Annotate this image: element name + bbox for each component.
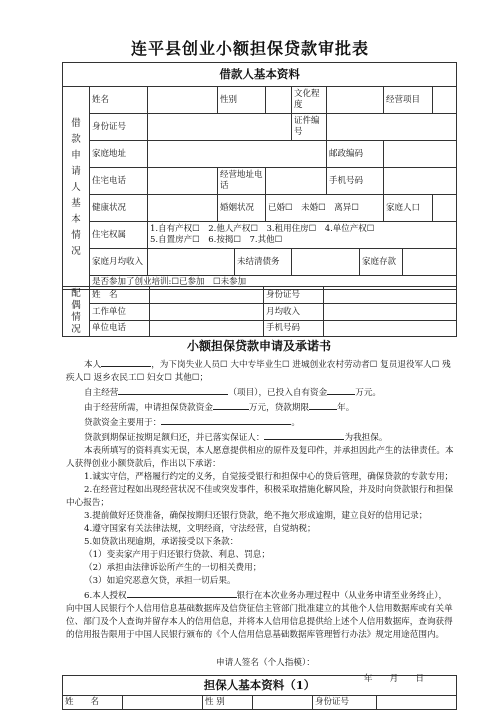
field-work-unit[interactable] [150, 304, 264, 321]
applicant-name-blank[interactable] [101, 357, 151, 367]
spouse-info-table [62, 286, 457, 337]
c5: 5.如贷款出现逾期，承诺接受以下条款： [84, 537, 239, 547]
label-housing: 住宅权属 [90, 222, 148, 249]
c4: 4.遵守国家有关法律法规，文明经商，守法经营，自觉纳税； [84, 524, 316, 534]
label-family-pop: 家庭人口 [384, 195, 433, 222]
field-name[interactable] [148, 87, 218, 114]
field-unit-phone[interactable] [150, 321, 264, 337]
c2: 2.在经营过程如出现经营状况不佳或突发事件，积极采取措施化解风险，并及时向贷款银行和担保中心报告； [66, 485, 454, 508]
date-label: 年 月 日 [363, 674, 424, 684]
c3: 3.提前做好还贷准备，确保按期归还银行贷款，绝不拖欠形成逾期，建立良好的信用记录； [84, 511, 428, 521]
label-gender: 性别 [218, 87, 266, 114]
label-education: 文化程度 [292, 87, 327, 114]
borrower-info-table [62, 62, 457, 290]
field-spouse-mobile[interactable] [324, 321, 457, 337]
guarantor-heading: 担保人基本资料（1） [63, 676, 457, 696]
c1: 1.诚实守信，严格履行约定的义务，自觉接受银行和担保中心的贷后管理，确保贷款的专款专用； [84, 472, 454, 482]
application-section [62, 336, 456, 356]
form-title: 连平县创业小额担保贷款审批表 [130, 39, 369, 58]
application-body [66, 357, 454, 642]
field-home-phone[interactable] [148, 168, 218, 195]
field-guarantor-id[interactable] [377, 696, 457, 710]
label-biz-addr-phone: 经营地址电话 [218, 168, 266, 195]
field-spouse-income[interactable] [324, 304, 457, 321]
field-biz-addr-phone[interactable] [266, 168, 327, 195]
housing-options[interactable] [148, 222, 457, 249]
bank-blank[interactable] [127, 588, 237, 598]
p4: 贷款资金主要用于： 。 [66, 415, 454, 430]
label-mobile: 手机号码 [327, 168, 384, 195]
spouse-side-label: 配偶情况 [63, 287, 90, 337]
field-id-no[interactable] [148, 114, 292, 141]
label-name: 姓名 [90, 87, 148, 114]
label-home-addr: 家庭地址 [90, 141, 148, 168]
label-id-no: 身份证号 [90, 114, 148, 141]
housing-options-line1: 1.自有产权☐ 2.他人产权☐ 3.租用住房☐ 4.单位产权☐ [150, 224, 375, 234]
label-postcode: 邮政编码 [327, 141, 384, 168]
label-spouse-id: 身份证号 [264, 287, 324, 304]
label-business: 经营项目 [384, 87, 433, 114]
p5: 贷款到期保证按期足额归还，并已落实保证人： 为我担保。 [66, 430, 454, 445]
label-savings: 家庭存款 [360, 249, 403, 276]
marriage-options[interactable]: 已婚☐ 未婚☐ 离异☐ [266, 195, 384, 222]
label-guarantor-name: 姓 名 [63, 696, 123, 710]
label-health: 健康状况 [90, 195, 148, 222]
label-spouse-mobile: 手机号码 [264, 321, 324, 337]
p3: 由于经营所需，申请担保贷款资金 万元，贷款期限 年。 [66, 400, 454, 415]
field-home-addr[interactable] [148, 141, 327, 168]
label-guarantor-id: 身份证号 [313, 696, 377, 710]
field-spouse-name[interactable] [150, 287, 264, 304]
field-id-code[interactable] [327, 114, 457, 141]
c5-2: （2）承担由法律诉讼所产生的一切相关费用； [84, 563, 262, 573]
p6: 本表所填写的资料真实无误，本人愿意提供相应的原件及复印件，并承担因此产生的法律责任。本人获得创业小额贷款后，作出以下承诺： [66, 446, 454, 469]
label-id-code: 证件编号 [292, 114, 327, 141]
field-mobile[interactable] [384, 168, 457, 195]
label-home-phone: 住宅电话 [90, 168, 148, 195]
guarantor-info-table [62, 675, 457, 710]
c5-3: （3）如追究恶意欠贷，承担一切后果。 [84, 576, 236, 586]
field-health[interactable] [148, 195, 218, 222]
training-options[interactable]: 是否参加了创业培训:☐已参加 ☐未参加 [90, 276, 457, 290]
label-unit-phone: 单位电话 [90, 321, 150, 337]
label-unpaid-debt: 未结清债务 [235, 249, 292, 276]
field-monthly-income[interactable] [148, 249, 235, 276]
label-spouse-income: 月均收入 [264, 304, 324, 321]
label-guarantor-gender: 性 别 [203, 696, 253, 710]
loan-term-blank[interactable] [309, 400, 337, 410]
c5-1: （1）变卖家产用于归还银行贷款、利息、罚息； [84, 550, 270, 560]
p2: 自主经营 （项目），已投入自有资金 万元。 [66, 385, 454, 400]
borrower-side-label: 借款申请人基本情况 [63, 87, 90, 290]
housing-options-line2: 5.自置房产☐ 6.按揭☐ 7.其他☐ [150, 235, 283, 245]
borrower-section-heading: 借款人基本资料 [63, 63, 457, 87]
field-postcode[interactable] [384, 141, 457, 168]
label-monthly-income: 家庭月均收入 [90, 249, 148, 276]
label-marriage: 婚姻状况 [218, 195, 266, 222]
loan-purpose-blank[interactable] [161, 415, 291, 425]
field-family-pop[interactable] [433, 195, 457, 222]
project-blank[interactable] [118, 385, 228, 395]
field-gender[interactable] [266, 87, 292, 114]
field-savings[interactable] [403, 249, 457, 276]
field-education[interactable] [327, 87, 384, 114]
own-fund-blank[interactable] [327, 385, 355, 395]
signature-label: 申请人签名（个人指模）： [216, 658, 315, 668]
field-guarantor-name[interactable] [123, 696, 203, 710]
label-spouse-name: 姓 名 [90, 287, 150, 304]
label-work-unit: 工作单位 [90, 304, 150, 321]
p1: 本人 ，为下岗失业人员☐ 大中专毕业生☐ 进城创业农村劳动者☐ 复员退役军人☐ 残疾人☐ 返乡农民工☐ 妇女☐ 其他☐； [66, 357, 454, 385]
application-heading: 小额担保贷款申请及承诺书 [186, 339, 331, 353]
field-guarantor-gender[interactable] [253, 696, 313, 710]
field-unpaid-debt[interactable] [292, 249, 360, 276]
guarantor-blank[interactable] [264, 430, 344, 440]
field-business[interactable] [433, 87, 457, 114]
loan-amount-blank[interactable] [213, 400, 249, 410]
field-spouse-id[interactable] [324, 287, 457, 304]
c6: 6.本人授权 银行在本次业务办理过程中（从业务申请至业务终止），向中国人民银行个人信用信息基础数据库及信贷征信主管部门批准建立的其他个人信用数据库或有关单位、部门及个人查询并留存本人的信用信息，并将本人信用信息提供给上述个人信用数据库，查询获得的信用报告限用于中国人民银行颁布的《个人信用信息基础数据库管理暂行办法》规定用途范围内。 [66, 588, 454, 642]
